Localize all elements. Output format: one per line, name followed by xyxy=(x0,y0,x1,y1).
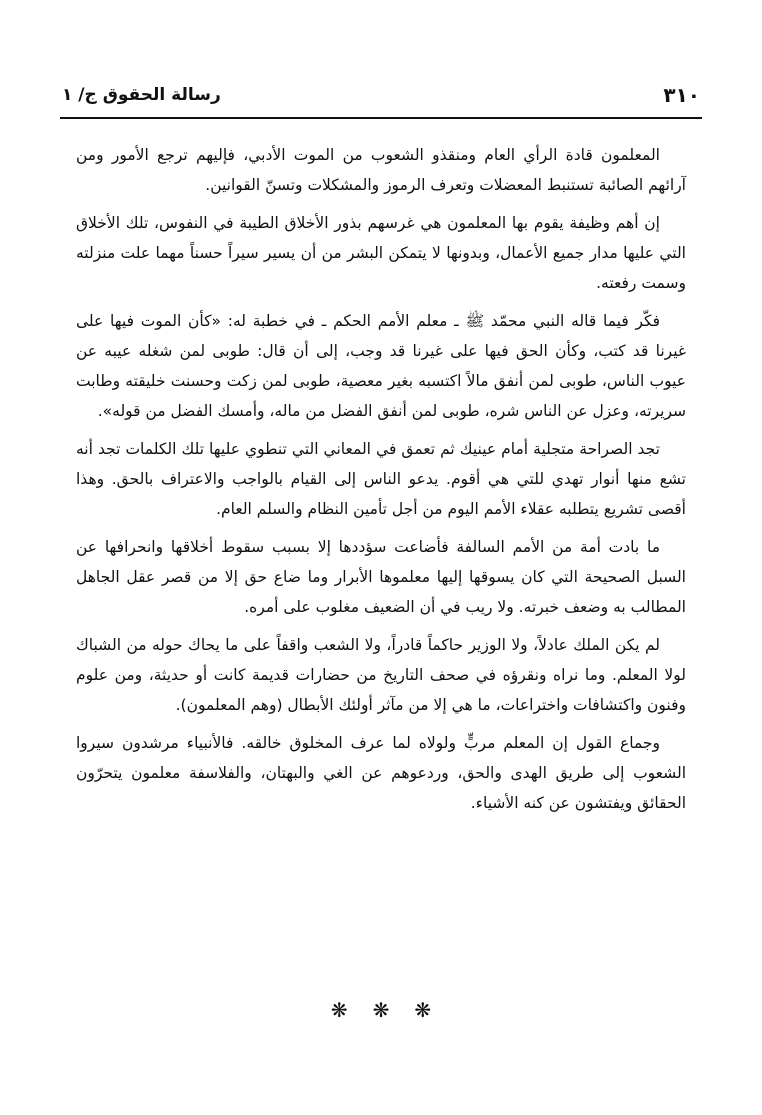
paragraph: فكّر فيما قاله النبي محمّد ﷺ ـ معلم الأمم الحكم ـ في خطبة له: «كأن الموت فيها على غيرنا قد كتب، وكأن الحق فيها على غيرنا قد وجب، إلى أن قال: طوبى لمن شغله عيبه عن عيوب الناس، طوبى لمن أنفق مالاً اكتسبه بغير معصية، طوبى لمن زكت وحسنت خليقته وطابت سريرته، وعزل عن الناس شره، طوبى لمن أنفق الفضل من ماله، وأمسك الفضل من قوله». xyxy=(76,312,686,420)
paragraph: تجد الصراحة متجلية أمام عينيك ثم تعمق في المعاني التي تنطوي عليها تلك الكلمات تجد أنه تشع منها أنوار تهدي للتي هي أقوم. يدعو الناس إلى القيام بالواجب والاعتراف بالحق. وهذا أقصى تشريع يتطلبه عقلاء الأمم اليوم من أجل تأمين النظام والسلم العام. xyxy=(76,440,686,518)
running-title: رسالة الحقوق ج/ ١ xyxy=(62,85,221,105)
page-header xyxy=(62,78,700,112)
section-separator: ❋ ❋ ❋ xyxy=(330,998,432,1022)
paragraph: إن أهم وظيفة يقوم بها المعلمون هي غرسهم بذور الأخلاق الطيبة في النفوس، تلك الأخلاق التي عليها مدار جميع الأعمال، وبدونها لا يتمكن البشر من أن يسير سيراً حسناً مهما علت منزلته وسمت رفعته. xyxy=(76,214,686,292)
page-number: ٣١٠ xyxy=(663,83,700,107)
paragraph: لم يكن الملك عادلاً، ولا الوزير حاكماً قادراً، ولا الشعب واقفاً على ما يحاك حوله من الشباك لولا المعلم. وما نراه ونقرؤه في صحف التاريخ من حضارات قديمة كانت أو حديثة، ومن علوم وفنون واكتشافات واختراعات، ما هي إلا من مآثر أولئك الأبطال (وهم المعلمون). xyxy=(76,636,686,714)
paragraph: وجماع القول إن المعلم مربٍّ ولولاه لما عرف المخلوق خالقه. فالأنبياء مرشدون سيروا الشعوب إلى طريق الهدى والحق، وردعوهم عن الغي والبهتان، والفلاسفة معلمون يتحرّون الحقائق ويفتشون عن كنه الأشياء. xyxy=(76,734,686,812)
body-text xyxy=(76,140,686,826)
paragraph: ما بادت أمة من الأمم السالفة فأضاعت سؤددها إلا بسبب سقوط أخلاقها وانحرافها عن السبل الصحيحة التي كان يسوقها إليها معلموها الأبرار وما ضاع حق إلا من قصر عقل الجاهل المطالب به وضعف خبرته. ولا ريب في أن الضعيف مغلوب على أمره. xyxy=(76,538,686,616)
paragraph: المعلمون قادة الرأي العام ومنقذو الشعوب من الموت الأدبي، فإليهم ترجع الأمور ومن آرائهم الصائبة تستنبط المعضلات وتعرف الرموز والمشكلات وتسنّ القوانين. xyxy=(76,146,686,194)
header-rule xyxy=(60,117,702,119)
